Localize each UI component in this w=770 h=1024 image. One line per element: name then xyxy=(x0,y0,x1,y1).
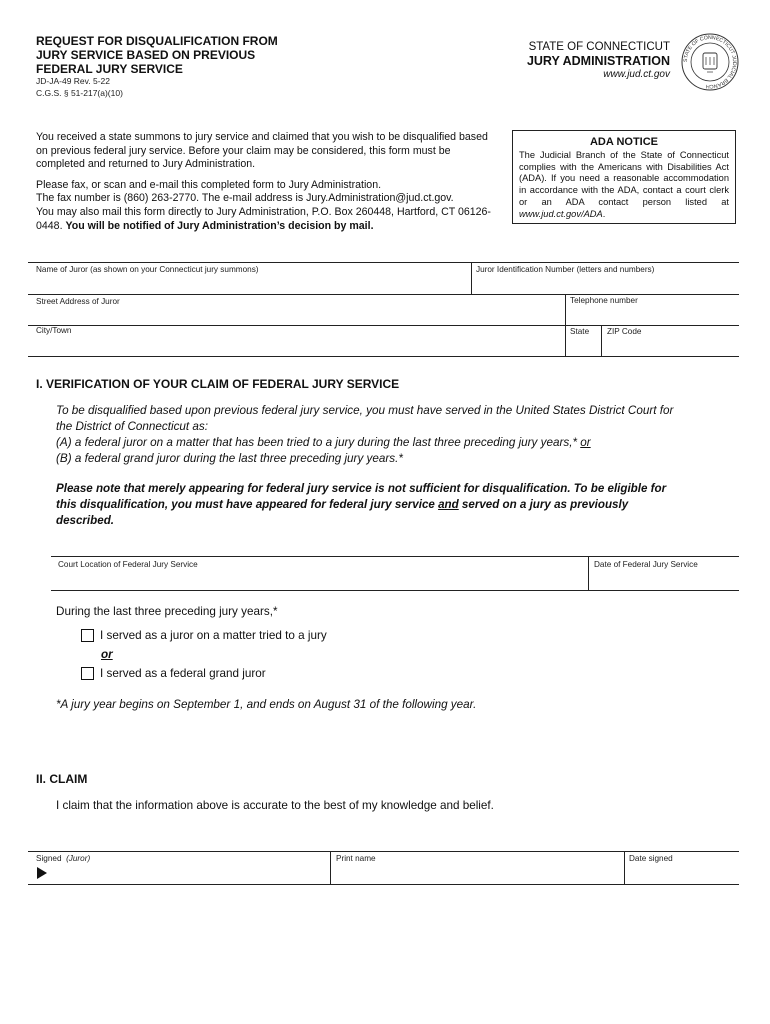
statute-ref: C.G.S. § 51-217(a)(10) xyxy=(36,88,123,98)
form-meta xyxy=(36,75,123,99)
state-seal-icon xyxy=(681,33,739,91)
intro-text xyxy=(36,131,496,240)
telephone-field[interactable]: Telephone number xyxy=(570,296,638,305)
requirement-text: To be disqualified based upon previous federal jury service, you must have served in the United States District Court for the District of Connecticut as: (A) a federal juror on a matter that has been tried to a jury during the last three preceding jury years,* or (B) a federal grand juror during the last three preceding jury years.* xyxy=(56,404,674,465)
grand-juror-checkbox[interactable] xyxy=(81,667,94,680)
ada-link[interactable]: www.jud.ct.gov/ADA xyxy=(519,208,603,219)
service-date-field[interactable]: Date of Federal Jury Service xyxy=(594,560,698,569)
city-field[interactable]: City/Town xyxy=(36,326,72,335)
grid-rule xyxy=(28,294,739,295)
intro-paragraph-1: You received a state summons to jury service and claimed that you wish to be disqualified based on previous federal jury service. Before your claim may be considered, this form must be completed and returned to Jury Administration. xyxy=(36,131,488,171)
ada-notice xyxy=(512,130,736,224)
print-name-field[interactable]: Print name xyxy=(336,854,376,863)
zip-field[interactable]: ZIP Code xyxy=(607,327,642,336)
grid-divider xyxy=(565,294,566,356)
juror-trial-checkbox[interactable] xyxy=(81,629,94,642)
agency-name: JURY ADMINISTRATION xyxy=(526,54,670,68)
state-name: STATE OF CONNECTICUT xyxy=(528,41,670,53)
grid-divider xyxy=(601,325,602,356)
juror-name-field[interactable]: Name of Juror (as shown on your Connecticut jury summons) xyxy=(36,265,259,274)
grid-rule xyxy=(51,590,739,591)
during-label: During the last three preceding jury years,* xyxy=(56,605,278,618)
juror-trial-option-label: I served as a juror on a matter tried to a jury xyxy=(100,629,327,642)
grid-rule xyxy=(28,356,739,357)
svg-text:STATE OF CONNECTICUT JUDICIAL: STATE OF CONNECTICUT JUDICIAL BRANCH xyxy=(682,34,738,90)
ada-heading: ADA NOTICE xyxy=(589,136,659,148)
claim-statement: I claim that the information above is accurate to the best of my knowledge and belief. xyxy=(56,799,494,812)
eligibility-note: Please note that merely appearing for federal jury service is not sufficient for disqualification. To be eligible for this disqualification, you must have appeared for federal jury service and served on a jury as previously described. xyxy=(56,482,667,527)
date-signed-field[interactable]: Date signed xyxy=(629,854,673,863)
grid-divider xyxy=(588,556,589,590)
grid-rule xyxy=(28,851,739,852)
juror-id-field[interactable]: Juror Identification Number (letters and numbers) xyxy=(476,265,655,274)
grid-divider xyxy=(624,851,625,884)
sign-here-arrow-icon xyxy=(37,867,47,879)
jury-year-footnote: *A jury year begins on September 1, and ends on August 31 of the following year. xyxy=(56,698,477,711)
state-field[interactable]: State xyxy=(570,327,590,336)
form-id: JD-JA-49 Rev. 5-22 xyxy=(36,76,111,86)
grid-divider xyxy=(330,851,331,884)
grid-rule xyxy=(28,262,739,263)
grid-divider xyxy=(471,262,472,294)
grid-rule xyxy=(28,325,739,326)
section-2-heading: II. CLAIM xyxy=(36,772,88,786)
court-location-field[interactable]: Court Location of Federal Jury Service xyxy=(58,560,198,569)
grand-juror-option-label: I served as a federal grand juror xyxy=(100,667,266,680)
signature-field[interactable]: Signed (Juror) xyxy=(36,854,91,863)
grid-rule xyxy=(51,556,739,557)
ada-body: The Judicial Branch of the State of Connecticut complies with the Americans with Disabilities Act (ADA). If you need a reasonable accommodation in accordance with the ADA, contact a court clerk or an ADA contact person listed at www.jud.ct.gov/ADA. xyxy=(519,149,729,219)
street-address-field[interactable]: Street Address of Juror xyxy=(36,297,120,306)
form-title: REQUEST FOR DISQUALIFICATION FROM JURY SERVICE BASED ON PREVIOUS FEDERAL JURY SERVICE xyxy=(36,34,278,76)
section-1-heading: I. VERIFICATION OF YOUR CLAIM OF FEDERAL JURY SERVICE xyxy=(36,377,400,391)
agency-block xyxy=(527,40,670,82)
or-label: or xyxy=(101,648,113,661)
website-link[interactable]: www.jud.ct.gov xyxy=(603,69,670,80)
intro-paragraph-2: Please fax, or scan and e-mail this completed form to Jury Administration. The fax number is (860) 263-2770. The e-mail address is Jury.Administration@jud.ct.gov. You may also mail this form directly to Jury Administration, P.O. Box 260448, Hartford, CT 06126-0448. You will be notified of Jury Administration’s decision by mail. xyxy=(36,178,491,232)
grid-rule xyxy=(28,884,739,885)
